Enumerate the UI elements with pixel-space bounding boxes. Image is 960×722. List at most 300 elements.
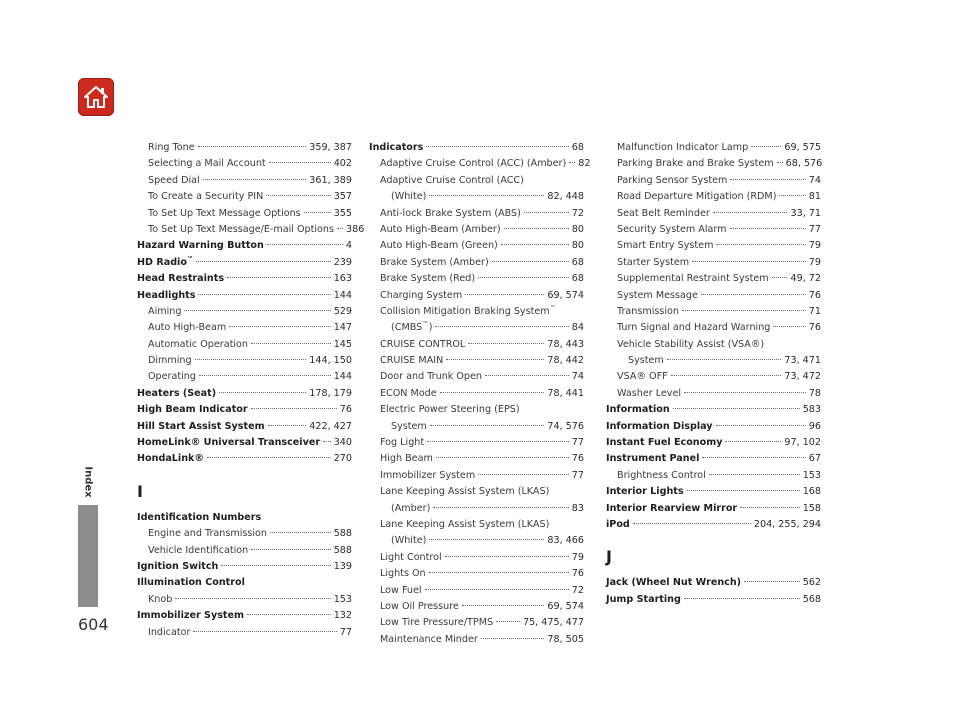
leader-dots: [709, 474, 800, 475]
page-reference[interactable]: 67: [808, 453, 821, 465]
page-reference[interactable]: 139: [333, 560, 352, 572]
index-tab[interactable]: [78, 505, 98, 607]
index-entry[interactable]: [137, 320, 352, 336]
index-entry[interactable]: [369, 419, 584, 435]
page-reference[interactable]: 78, 442: [547, 355, 584, 367]
index-term: Auto High-Beam: [148, 322, 227, 334]
index-entry[interactable]: [606, 156, 821, 172]
index-entry[interactable]: [369, 517, 584, 533]
page-reference[interactable]: 568: [802, 593, 821, 605]
leader-dots: [667, 359, 782, 360]
index-term: Lane Keeping Assist System (LKAS): [380, 518, 550, 530]
page-reference[interactable]: 4: [345, 240, 352, 252]
leader-dots: [468, 343, 544, 344]
index-entry[interactable]: [137, 526, 352, 542]
page-reference[interactable]: 69, 575: [784, 142, 821, 153]
index-entry[interactable]: [369, 599, 584, 615]
page-reference[interactable]: 76: [571, 453, 584, 465]
page-reference[interactable]: 239: [333, 256, 352, 268]
leader-dots: [184, 310, 330, 311]
page-reference[interactable]: 144: [333, 371, 352, 383]
index-entry[interactable]: [137, 369, 352, 385]
index-entry[interactable]: [606, 304, 821, 320]
index-term: Automatic Operation: [148, 338, 248, 350]
leader-dots: [304, 212, 331, 213]
leader-dots: [569, 162, 575, 163]
index-term: (CMBS™): [391, 320, 433, 334]
index-entry[interactable]: [369, 484, 584, 500]
page-reference[interactable]: 84: [571, 322, 584, 334]
index-term: Electric Power Steering (EPS): [380, 404, 520, 416]
page-reference[interactable]: 74, 576: [547, 420, 584, 432]
index-entry[interactable]: [369, 451, 584, 467]
index-term: Immobilizer System: [380, 469, 476, 481]
index-term: Selecting a Mail Account: [148, 158, 266, 170]
index-term: Operating: [148, 371, 196, 383]
index-entry[interactable]: [137, 156, 352, 172]
index-entry[interactable]: [606, 419, 821, 435]
index-entry[interactable]: [369, 255, 584, 271]
index-term: High Beam: [380, 453, 433, 465]
page-reference[interactable]: 71: [808, 305, 821, 317]
index-column-1: [137, 140, 365, 641]
leader-dots: [446, 359, 544, 360]
index-entry[interactable]: [137, 575, 352, 591]
index-entry[interactable]: [369, 140, 584, 156]
leader-dots: [266, 195, 330, 196]
index-entry[interactable]: [137, 402, 352, 418]
page-reference[interactable]: 69, 574: [547, 289, 584, 301]
page-reference[interactable]: 78, 443: [547, 338, 584, 350]
index-term: Headlights: [137, 289, 196, 301]
index-entry[interactable]: [369, 222, 584, 238]
index-term: Illumination Control: [137, 577, 245, 589]
page-reference[interactable]: 78, 441: [547, 387, 584, 399]
leader-dots: [485, 375, 569, 376]
index-term: Engine and Transmission: [148, 528, 268, 540]
page-reference[interactable]: 75, 475, 477: [522, 617, 584, 629]
index-entry[interactable]: [137, 255, 352, 271]
page-reference[interactable]: 78: [808, 387, 821, 399]
index-term: System: [628, 355, 664, 367]
index-entry[interactable]: [606, 592, 821, 608]
page-reference[interactable]: 588: [333, 528, 352, 540]
leader-dots: [269, 162, 331, 163]
index-entry[interactable]: [606, 353, 821, 369]
page-reference[interactable]: 83, 466: [547, 535, 584, 547]
page-reference[interactable]: 168: [802, 486, 821, 498]
leader-dots: [198, 146, 307, 147]
page-reference[interactable]: 147: [333, 322, 352, 334]
leader-dots: [684, 392, 806, 393]
index-term: Transmission: [617, 305, 679, 317]
page-reference[interactable]: 144, 150: [309, 355, 352, 367]
index-entry[interactable]: [606, 575, 821, 591]
page-reference[interactable]: 79: [571, 551, 584, 563]
index-term: Jack (Wheel Nut Wrench): [606, 577, 742, 589]
index-entry[interactable]: [369, 206, 584, 222]
leader-dots: [229, 326, 330, 327]
leader-dots: [465, 294, 544, 295]
page-reference[interactable]: 402: [333, 158, 352, 170]
index-entry[interactable]: [606, 271, 821, 287]
leader-dots: [716, 244, 805, 245]
index-section-letter: I: [137, 481, 143, 501]
index-entry[interactable]: [606, 238, 821, 254]
page-reference[interactable]: 355: [333, 207, 352, 219]
page-reference[interactable]: 158: [802, 502, 821, 514]
index-term: High Beam Indicator: [137, 404, 248, 416]
index-entry[interactable]: [137, 238, 352, 254]
index-entry[interactable]: [369, 271, 584, 287]
index-term: Light Control: [380, 551, 442, 563]
leader-dots: [251, 408, 337, 409]
leader-dots: [221, 565, 330, 566]
index-term: Instrument Panel: [606, 453, 700, 465]
index-entry[interactable]: [137, 337, 352, 353]
page-reference[interactable]: 33, 71: [790, 207, 821, 219]
index-term: Brake System (Red): [380, 273, 476, 285]
leader-dots: [633, 523, 751, 524]
index-entry[interactable]: [606, 189, 821, 205]
leader-dots: [196, 261, 330, 262]
index-entry[interactable]: [369, 632, 584, 648]
index-entry[interactable]: [369, 402, 584, 418]
page-reference[interactable]: 529: [333, 305, 352, 317]
page-reference[interactable]: 178, 179: [309, 387, 352, 399]
page-reference[interactable]: 270: [333, 453, 352, 465]
index-term: Jump Starting: [606, 593, 681, 605]
index-term: Heaters (Seat): [137, 387, 217, 399]
index-term: Starter System: [617, 256, 690, 268]
leader-dots: [435, 326, 568, 327]
index-term: To Set Up Text Message Options: [148, 207, 301, 219]
index-term: Low Tire Pressure/TPMS: [380, 617, 494, 629]
leader-dots: [219, 392, 306, 393]
index-entry[interactable]: [137, 206, 352, 222]
page-reference[interactable]: 82: [578, 158, 591, 170]
index-term: iPod: [606, 518, 630, 530]
leader-dots: [492, 261, 569, 262]
leader-dots: [481, 638, 545, 639]
leader-dots: [207, 457, 331, 458]
index-term: Interior Rearview Mirror: [606, 502, 738, 514]
leader-dots: [773, 326, 805, 327]
index-term: Smart Entry System: [617, 240, 714, 252]
index-entry[interactable]: [369, 386, 584, 402]
index-term: HD Radio™: [137, 254, 194, 268]
index-entry[interactable]: [369, 501, 584, 517]
index-entry[interactable]: [369, 533, 584, 549]
leader-dots: [440, 392, 545, 393]
index-entry[interactable]: [137, 353, 352, 369]
leader-dots: [725, 441, 781, 442]
leader-dots: [701, 294, 806, 295]
index-term: Parking Sensor System: [617, 174, 728, 186]
page-reference[interactable]: 68: [571, 273, 584, 285]
index-entry[interactable]: [137, 419, 352, 435]
index-term: Supplemental Restraint System: [617, 273, 769, 285]
leader-dots: [436, 457, 569, 458]
index-term: Charging System: [380, 289, 463, 301]
index-entry[interactable]: [137, 222, 365, 238]
leader-dots: [323, 441, 331, 442]
page-reference[interactable]: 74: [571, 371, 584, 383]
index-entry[interactable]: [606, 517, 821, 533]
page-reference[interactable]: 76: [339, 404, 352, 416]
page-reference[interactable]: 340: [333, 437, 352, 449]
page-reference[interactable]: 583: [802, 404, 821, 416]
index-entry[interactable]: [137, 592, 352, 608]
leader-dots: [445, 556, 569, 557]
index-term: Vehicle Identification: [148, 544, 249, 556]
page-reference[interactable]: 83: [571, 502, 584, 514]
page-reference[interactable]: 69, 574: [547, 600, 584, 612]
page-reference[interactable]: 132: [333, 610, 352, 622]
index-entry[interactable]: [137, 304, 352, 320]
leader-dots: [175, 598, 330, 599]
index-entry[interactable]: [137, 288, 352, 304]
leader-dots: [270, 532, 331, 533]
index-entry[interactable]: [369, 369, 584, 385]
index-entry[interactable]: [606, 468, 821, 484]
index-term: Adaptive Cruise Control (ACC) (Amber): [380, 158, 567, 170]
page-reference[interactable]: 153: [802, 469, 821, 481]
index-entry[interactable]: [137, 608, 352, 624]
leader-dots: [462, 605, 545, 606]
home-icon: [83, 85, 109, 109]
leader-dots: [430, 425, 545, 426]
index-entry[interactable]: [606, 337, 821, 353]
index-entry[interactable]: [369, 238, 584, 254]
index-entry[interactable]: [369, 353, 584, 369]
index-entry[interactable]: [606, 435, 821, 451]
index-entry[interactable]: [369, 173, 584, 189]
index-side-label: Index: [82, 466, 94, 498]
leader-dots: [433, 507, 568, 508]
leader-dots: [713, 212, 788, 213]
index-term: Parking Brake and Brake System: [617, 158, 774, 170]
page-reference[interactable]: 72: [571, 584, 584, 596]
index-entry[interactable]: [137, 140, 352, 156]
index-entry[interactable]: [606, 386, 821, 402]
index-entry[interactable]: [369, 156, 591, 172]
leader-dots: [682, 310, 806, 311]
page-reference[interactable]: 79: [808, 256, 821, 268]
page-reference[interactable]: 76: [808, 289, 821, 301]
index-entry[interactable]: [606, 501, 821, 517]
index-term: Auto High-Beam (Green): [380, 240, 498, 252]
page-reference[interactable]: 361, 389: [309, 174, 352, 186]
page-reference[interactable]: 76: [808, 322, 821, 334]
page-reference[interactable]: 68: [571, 256, 584, 268]
page-reference[interactable]: 76: [571, 568, 584, 580]
leader-dots: [671, 375, 782, 376]
index-term: Ring Tone: [148, 142, 195, 153]
leader-dots: [684, 598, 800, 599]
index-entry[interactable]: [369, 304, 584, 320]
index-entry[interactable]: [606, 140, 821, 156]
index-term: Immobilizer System: [137, 610, 245, 622]
page-reference[interactable]: 163: [333, 273, 352, 285]
index-term: Vehicle Stability Assist (VSA®): [617, 338, 765, 350]
index-entry[interactable]: [606, 320, 821, 336]
leader-dots: [501, 244, 569, 245]
index-entry[interactable]: [137, 625, 352, 641]
index-entry[interactable]: [369, 550, 584, 566]
page-reference[interactable]: 49, 72: [790, 273, 821, 285]
index-entry[interactable]: [606, 451, 821, 467]
index-term: Information: [606, 404, 670, 416]
page-reference[interactable]: 77: [571, 469, 584, 481]
home-button[interactable]: [78, 78, 114, 116]
leader-dots: [504, 228, 569, 229]
leader-dots: [730, 228, 806, 229]
index-entry[interactable]: [137, 559, 352, 575]
index-entry[interactable]: [606, 222, 821, 238]
index-entry[interactable]: [369, 615, 584, 631]
index-term: Head Restraints: [137, 273, 225, 285]
page-reference[interactable]: 145: [333, 338, 352, 350]
index-entry[interactable]: [606, 288, 821, 304]
index-term: To Set Up Text Message/E-mail Options: [148, 223, 334, 235]
page-reference[interactable]: 153: [333, 593, 352, 605]
index-entry[interactable]: [137, 386, 352, 402]
page-reference[interactable]: 79: [808, 240, 821, 252]
index-term: Hazard Warning Button: [137, 240, 264, 252]
leader-dots: [779, 195, 805, 196]
index-entry[interactable]: [137, 435, 352, 451]
page-reference[interactable]: 73, 471: [784, 355, 821, 367]
index-term: Malfunction Indicator Lamp: [617, 142, 749, 153]
leader-dots: [777, 162, 783, 163]
leader-dots: [524, 212, 569, 213]
page-reference[interactable]: 77: [339, 626, 352, 638]
index-term: (Amber): [391, 502, 431, 514]
index-entry[interactable]: [369, 566, 584, 582]
page-reference[interactable]: 80: [571, 240, 584, 252]
page-reference[interactable]: 204, 255, 294: [753, 518, 821, 530]
index-term: Turn Signal and Hazard Warning: [617, 322, 771, 334]
page-reference[interactable]: 96: [808, 420, 821, 432]
leader-dots: [702, 457, 805, 458]
index-entry[interactable]: [369, 288, 584, 304]
page-reference[interactable]: 82, 448: [547, 191, 584, 203]
index-term: Lights On: [380, 568, 426, 580]
index-entry[interactable]: [137, 271, 352, 287]
index-entry[interactable]: [606, 255, 821, 271]
page-reference[interactable]: 77: [808, 223, 821, 235]
index-entry[interactable]: [606, 173, 821, 189]
index-term: Instant Fuel Economy: [606, 437, 723, 449]
page-reference[interactable]: 359, 387: [309, 142, 352, 153]
index-term: Low Fuel: [380, 584, 422, 596]
index-entry[interactable]: [606, 369, 821, 385]
index-column-3: [606, 140, 821, 608]
index-entry[interactable]: [137, 510, 352, 526]
index-term: Adaptive Cruise Control (ACC): [380, 174, 524, 186]
index-entry[interactable]: [137, 173, 352, 189]
index-term: HondaLink®: [137, 453, 204, 465]
page-reference[interactable]: 74: [808, 174, 821, 186]
leader-dots: [227, 277, 331, 278]
page-reference[interactable]: 68, 576: [785, 158, 823, 170]
index-term: Fog Light: [380, 437, 425, 449]
index-entry[interactable]: [369, 435, 584, 451]
index-entry[interactable]: [137, 451, 352, 467]
index-term: System Message: [617, 289, 698, 301]
index-entry[interactable]: [369, 320, 584, 336]
leader-dots: [429, 539, 544, 540]
index-term: Indicators: [369, 142, 424, 153]
index-term: (White): [391, 191, 427, 203]
leader-dots: [267, 244, 343, 245]
index-term: Washer Level: [617, 387, 682, 399]
index-entry[interactable]: [369, 189, 584, 205]
page-reference[interactable]: 97, 102: [784, 437, 821, 449]
page-reference[interactable]: 68: [571, 142, 584, 153]
leader-dots: [247, 614, 331, 615]
index-entry[interactable]: [606, 402, 821, 418]
index-entry[interactable]: [137, 189, 352, 205]
index-entry[interactable]: [369, 468, 584, 484]
leader-dots: [427, 441, 569, 442]
index-term: Identification Numbers: [137, 511, 262, 523]
page-reference[interactable]: 72: [571, 207, 584, 219]
index-term: Seat Belt Reminder: [617, 207, 710, 219]
index-term: VSA® OFF: [617, 371, 668, 383]
leader-dots: [478, 277, 569, 278]
index-term: Low Oil Pressure: [380, 600, 459, 612]
index-term: Anti-lock Brake System (ABS): [380, 207, 521, 219]
leader-dots: [251, 549, 330, 550]
index-term: (White): [391, 535, 427, 547]
index-entry[interactable]: [606, 484, 821, 500]
leader-dots: [203, 179, 307, 180]
page-reference[interactable]: 588: [333, 544, 352, 556]
index-term: Auto High-Beam (Amber): [380, 223, 501, 235]
index-term: Brightness Control: [617, 469, 706, 481]
page-reference[interactable]: 73, 472: [784, 371, 821, 383]
index-entry[interactable]: [137, 543, 352, 559]
index-term: Indicator: [148, 626, 191, 638]
leader-dots: [337, 228, 343, 229]
leader-dots: [716, 425, 806, 426]
page-reference[interactable]: 422, 427: [309, 420, 352, 432]
page-reference[interactable]: 144: [333, 289, 352, 301]
index-entry[interactable]: [369, 583, 584, 599]
page-reference[interactable]: 77: [571, 437, 584, 449]
page-reference[interactable]: 78, 505: [547, 633, 584, 645]
leader-dots: [429, 195, 544, 196]
leader-dots: [673, 408, 800, 409]
index-column-2: [369, 140, 591, 648]
index-term: HomeLink® Universal Transceiver: [137, 437, 321, 449]
page-reference[interactable]: 80: [571, 223, 584, 235]
index-section-letter: J: [606, 547, 612, 567]
index-entry[interactable]: [606, 206, 821, 222]
page-reference[interactable]: 81: [808, 191, 821, 203]
index-term: Dimming: [148, 355, 192, 367]
index-term: Information Display: [606, 420, 713, 432]
index-term: Door and Trunk Open: [380, 371, 483, 383]
index-entry[interactable]: [369, 337, 584, 353]
page-reference[interactable]: 562: [802, 577, 821, 589]
index-term: Interior Lights: [606, 486, 684, 498]
page-reference[interactable]: 386: [346, 223, 365, 235]
page-reference[interactable]: 357: [333, 191, 352, 203]
leader-dots: [730, 179, 805, 180]
